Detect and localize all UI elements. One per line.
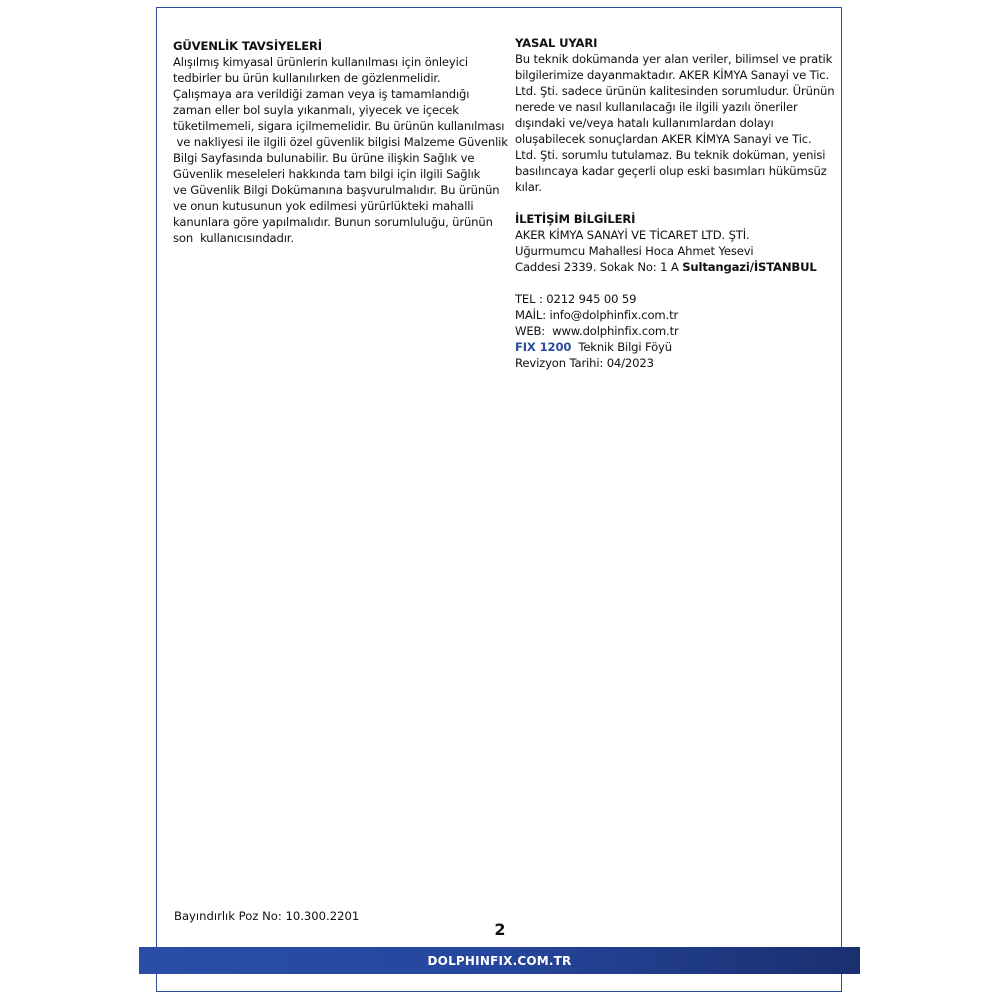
legal-line: nerede ve nasıl kullanılacağı ile ilgili yazılı öneriler — [515, 100, 798, 114]
safety-line: Alışılmış kimyasal ürünlerin kullanılması için önleyici — [173, 55, 468, 69]
safety-line: Güvenlik meseleleri hakkında tam bilgi için ilgili Sağlık — [173, 167, 481, 181]
address-street: Caddesi 2339. Sokak No: 1 A — [515, 260, 683, 274]
address-line: Uğurmumcu Mahallesi Hoca Ahmet Yesevi — [515, 244, 754, 258]
company-name: AKER KİMYA SANAYİ VE TİCARET LTD. ŞTİ. — [515, 228, 750, 242]
legal-text — [515, 51, 837, 195]
contact-heading: İLETİŞİM BİLGİLERİ — [515, 212, 636, 226]
legal-line: Ltd. Şti. sadece ürünün kalitesinden sorumludur. Ürünün — [515, 84, 835, 98]
website-url: WEB: www.dolphinfix.com.tr — [515, 324, 679, 338]
safety-line: zaman eller bol suyla yıkanmalı, yiyecek ve içecek — [173, 103, 459, 117]
safety-line: tüketilmemeli, sigara içilmemelidir. Bu ürünün kullanılması — [173, 119, 505, 133]
safety-line: tedbirler bu ürün kullanılırken de gözlenmelidir. — [173, 71, 441, 85]
safety-section — [173, 38, 508, 246]
doc-title-text: Teknik Bilgi Föyü — [571, 340, 672, 354]
safety-line: ve Güvenlik Bilgi Dokümanına başvurulmalıdır. Bu ürünün — [173, 183, 500, 197]
legal-line: dışındaki ve/veya hatalı kullanımlardan dolayı — [515, 116, 774, 130]
legal-line: bilgilerimize dayanmaktadır. AKER KİMYA Sanayi ve Tic. — [515, 68, 830, 82]
safety-line: Bilgi Sayfasında bulunabilir. Bu ürüne ilişkin Sağlık ve — [173, 151, 475, 165]
safety-text — [173, 54, 508, 246]
address-district: Sultangazi/ — [682, 260, 754, 274]
phone-number: TEL : 0212 945 00 59 — [515, 292, 637, 306]
legal-heading: YASAL UYARI — [515, 36, 598, 50]
safety-line: son kullanıcısındadır. — [173, 231, 294, 245]
safety-line: ve onun kutusunun yok edilmesi yürürlükteki mahalli — [173, 199, 474, 213]
address-line — [515, 259, 837, 275]
poz-number: Bayındırlık Poz No: 10.300.2201 — [174, 909, 360, 923]
email-address: MAİL: info@dolphinfix.com.tr — [515, 308, 679, 322]
legal-line: basılıncaya kadar geçerli olup eski basımları hükümsüz — [515, 164, 827, 178]
safety-line: ve nakliyesi ile ilgili özel güvenlik bilgisi Malzeme Güvenlik — [173, 135, 508, 149]
revision-date: Revizyon Tarihi: 04/2023 — [515, 356, 654, 370]
page-number: 2 — [494, 920, 506, 939]
footer-bar — [139, 947, 860, 974]
legal-line: Ltd. Şti. sorumlu tutulamaz. Bu teknik doküman, yenisi — [515, 148, 826, 162]
legal-contact-section — [515, 35, 837, 371]
legal-line: oluşabilecek sonuçlardan AKER KİMYA Sanayi ve Tic. — [515, 132, 812, 146]
legal-line: kılar. — [515, 180, 542, 194]
footer-website: DOLPHINFIX.COM.TR — [427, 953, 572, 968]
safety-line: kanunlara göre yapılmalıdır. Bunun sorumluluğu, ürünün — [173, 215, 493, 229]
product-code: FIX 1200 — [515, 340, 572, 354]
legal-line: Bu teknik dokümanda yer alan veriler, bilimsel ve pratik — [515, 52, 833, 66]
document-title — [515, 339, 837, 355]
safety-heading: GÜVENLİK TAVSİYELERİ — [173, 39, 322, 53]
address-city: İSTANBUL — [753, 260, 817, 274]
safety-line: Çalışmaya ara verildiği zaman veya iş tamamlandığı — [173, 87, 470, 101]
